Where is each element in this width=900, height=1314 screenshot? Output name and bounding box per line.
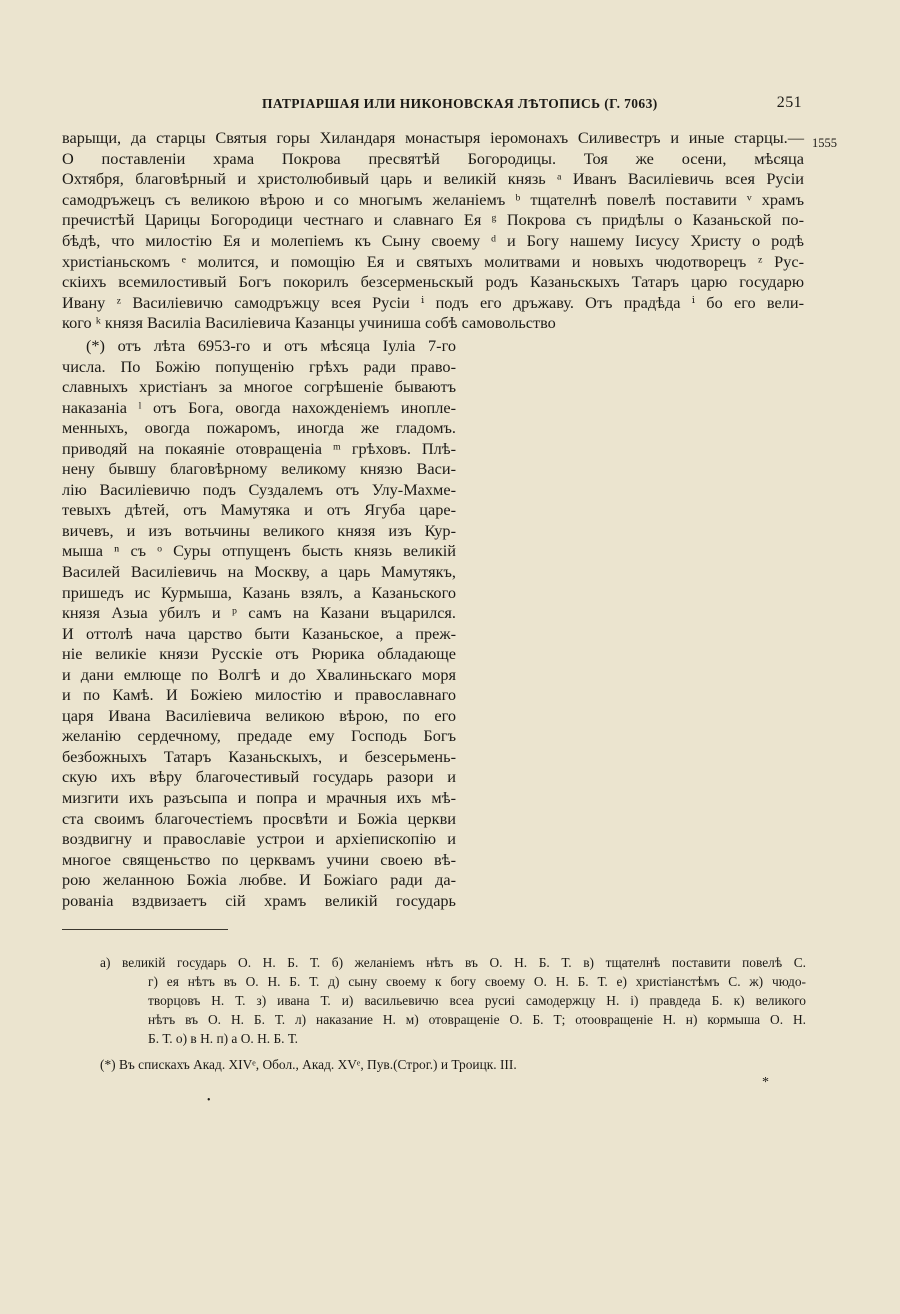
running-header [262,96,802,112]
footnote-line: нѣтъ въ О. Н. Б. Т. л) наказание Н. м) отовращеніе О. Б. Т; отоовращеніе Н. н) кормыша О. Н. [148,1012,806,1027]
text-line: тевыхъ дѣтей, отъ Мамутяка и отъ Ягуба царе- [62,500,456,520]
footnote-divider [62,929,228,930]
text-line: самодръжецъ съ великою вѣрою и со многымъ желаніемъ ᵇ тщателнѣ повелѣ поставити ᵛ храмъ [62,189,804,209]
text-line: приводяй на покаяніе отовращеніа ᵐ грѣховъ. Плѣ- [62,438,456,458]
text-line: мыша ⁿ съ ᵒ Суры отпущенъ бысть князь великій [62,541,456,561]
text-line: лію Василіевичю подъ Суздалемъ отъ Улу-Махме- [62,479,456,499]
source-note: (*) Въ спискахъ Акад. XIVᵉ, Обол., Акад. XVᵉ, Пув.(Строг.) и Троицк. III. [100,1057,517,1072]
footnote-line: а) великій государь О. Н. Б. Т. б) желаніемъ нѣтъ въ О. Н. Б. Т. в) тщателнѣ поставити повелѣ С. [100,955,806,970]
text-line: (*) отъ лѣта 6953-го и отъ мѣсяца Іуліа 7-го [86,336,456,355]
text-line: воздвигну и православіе устрои и архіепископію и [62,829,456,849]
asterisk-mark: * [762,1075,769,1090]
text-line: царя Ивана Василіевича великою вѣрою, по его [62,705,456,725]
header-title: ПАТРІАРШАЯ ИЛИ НИКОНОВСКАЯ ЛѢТОПИСЬ (Г. 7063) [262,96,658,111]
footnote-line: Б. Т. о) в Н. п) а О. Н. Б. Т. [148,1031,299,1046]
left-column [62,336,456,911]
text-line: ніе великіе князи Русскіе отъ Рюрика обладающе [62,644,456,664]
page-number: 251 [776,94,802,111]
text-line: и дани емлюще по Волгѣ и до Хвалиньскаго моря [62,664,456,684]
top-paragraph [62,128,804,334]
text-line: многое священьство по церквамъ учини своею вѣ- [62,849,456,869]
text-line: Ивану ᶻ Василіевичю самодръжцу всея Русіи ⁱ подъ его дръжаву. Отъ прадѣда ⁱ бо его вели- [62,292,804,312]
text-line: Охтября, благовѣрный и христолюбивый царь и великій князь ᵃ Иванъ Василіевичь всея Русіи [62,169,804,189]
text-line: пречистѣй Царицы Богородици честнаго и славнаго Ея ᵍ Покрова съ придѣлы о Казаньской по- [62,210,804,230]
text-line: славныхъ христіанъ за многое согрѣшеніе бываютъ [62,377,456,397]
margin-year: 1555 [812,136,837,150]
text-line: числа. По Божію попущенію грѣхъ ради право- [62,356,456,376]
text-line: нену бывшу благовѣрному великому князю Васи- [62,459,456,479]
text-line: и по Камѣ. И Божіею милостію и православнаго [62,685,456,705]
text-line: менныхъ, овогда пожаромъ, иногда же гладомъ. [62,418,456,438]
text-line: вичевъ, и изъ вотьчины великого князя изъ Кур- [62,520,456,540]
dot-mark: • [207,1095,211,1106]
text-line: князя Азыа убилъ и ᵖ самъ на Казани въцарился. [62,603,456,623]
footnote-line: творцовъ Н. Т. з) ивана Т. и) васильевичю всеа русиі самодержцу Н. і) правдеда Б. к) великого [148,993,806,1008]
text-line: наказаніа ˡ отъ Бога, овогда нахожденіемъ инопле- [62,397,456,417]
text-line: безбожныхъ Татаръ Казаньскыхъ, и безсерьмень- [62,746,456,766]
text-line: бѣдѣ, что милостію Ея и молепіемъ къ Сыну своему ᵈ и Богу нашему Іисусу Христу о родѣ [62,230,804,250]
text-line: И оттолѣ нача царство быти Казаньское, а преж- [62,623,456,643]
text-line: Василей Василіевичь на Москву, а царь Мамутякъ, [62,562,456,582]
text-line: христіаньскомъ ᵉ молится, и помощію Ея и святыхъ молитвами и новыхъ чюдотворецъ ᶻ Рус- [62,251,804,271]
text-line: скіихъ всемилостивый Богъ покорилъ безсерменьскый родъ Казаньскыхъ Татаръ царю государю [62,272,804,292]
text-line: мизгити ихъ разъсыпа и попра и мрачныя ихъ мѣ- [62,788,456,808]
text-line: желанію сердечному, предаде ему Господь Богъ [62,726,456,746]
section-heading-line: О поставленіи храма Покрова пресвятѣй Богородицы. Тоя же осени, мѣсяца [62,148,804,168]
text-line: скую ихъ вѣру благочестивый государь разори и [62,767,456,787]
footnote-line: г) ея нѣтъ въ О. Н. Б. Т. д) сыну своему к богу своему О. Н. Б. Т. е) христіанстѣмъ С. ж) чюдо- [148,974,806,989]
text-line: ста своимъ благочестіемъ просвѣти и Божіа церкви [62,808,456,828]
text-line: кого ᵏ князя Василіа Василіевича Казанцы учиниша собѣ самовольство [62,313,556,333]
text-line: рою желанною Божіа любве. И Божіаго ради да- [62,870,456,890]
text-line: варыщи, да старцы Святыя горы Хиландаря монастыря іеромонахъ Силивестръ и иные старцы.— [62,128,804,147]
text-line: рованіа вздвизаетъ сій храмъ великій государь [62,890,456,910]
text-line: пришедъ ис Курмыша, Казань взялъ, а Казаньского [62,582,456,602]
footnotes [100,953,806,1048]
